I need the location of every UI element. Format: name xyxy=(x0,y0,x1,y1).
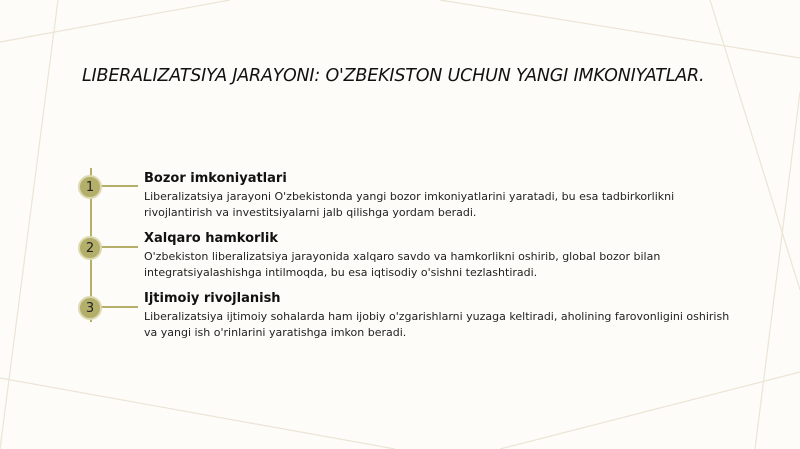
step-heading: Bozor imkoniyatlari xyxy=(144,171,287,186)
step-number-badge: 3 xyxy=(78,296,102,320)
step-description: Liberalizatsiya jarayoni O'zbekistonda yangi bozor imkoniyatlarini yaratadi, bu esa tadbirkorlikni rivojlantirish va investitsiyalarni jalb qilishga yordam beradi. xyxy=(144,190,675,219)
step-heading: Xalqaro hamkorlik xyxy=(144,231,278,246)
step-connector xyxy=(100,306,138,308)
step-connector xyxy=(100,246,138,248)
step-connector xyxy=(100,185,138,187)
step-number-badge: 1 xyxy=(78,175,102,199)
step-description: Liberalizatsiya ijtimoiy sohalarda ham ijobiy o'zgarishlarni yuzaga keltiradi, aholining farovonligini oshirish va yangi ish o'rinlarini yaratishga imkon beradi. xyxy=(144,310,730,339)
step-number-badge: 2 xyxy=(78,236,102,260)
slide-title: LIBERALIZATSIYA JARAYONI: O'ZBEKISTON UCHUN YANGI IMKONIYATLAR. xyxy=(82,66,705,86)
step-heading: Ijtimoiy rivojlanish xyxy=(144,291,281,306)
step-description: O'zbekiston liberalizatsiya jarayonida xalqaro savdo va hamkorlikni oshirib, global bozor bilan integratsiyalashishga intilmoqda, bu esa iqtisodiy o'sishni tezlashtiradi. xyxy=(144,250,661,279)
